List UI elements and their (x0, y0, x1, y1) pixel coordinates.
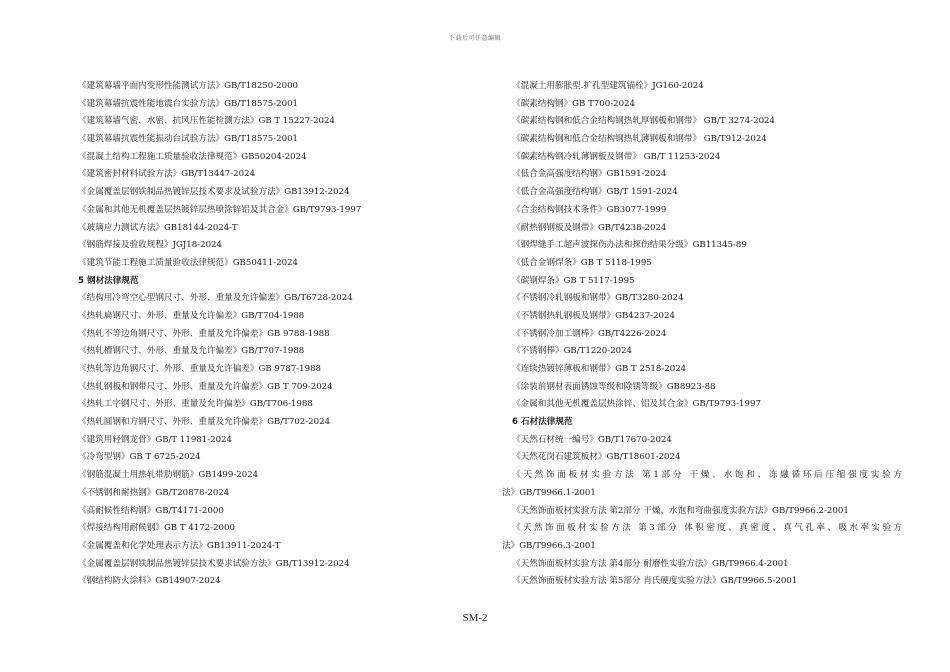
standard-reference-line: 《天然饰面板材实验方法 第4部分 耐磨性实验方法》GB/T9966.4-2001 (512, 558, 789, 569)
standard-reference-line: 《金属和其他无机覆盖层热涂锌、铝及其合金》GB/T9793-1997 (512, 399, 761, 410)
standard-reference-line: 《建筑幕墙气密、水密、抗风压性能检测方法》GB T 15227-2024 (78, 116, 335, 127)
standard-reference-line: 《金属覆盖层钢铁制品热镀锌层技术要求及试验方法》GB13912-2024 (78, 187, 350, 198)
standard-reference-line: 《建筑节能工程施工质量验收法律规范》GB50411-2024 (78, 257, 298, 268)
standard-reference-line: 《玻璃应力测试方法》GB18144-2024-T (78, 222, 238, 233)
standard-reference-line: 《钢结构防火涂料》GB14907-2024 (78, 576, 221, 587)
standard-reference-line: 《不锈钢热轧钢板及钢带》GB4237-2024 (512, 310, 675, 321)
standard-reference-line: 《冷弯型钢》GB T 6725-2024 (78, 452, 201, 463)
standard-reference-line: 《钢筋焊接及验收规程》JGJ18-2024 (78, 240, 222, 251)
standard-reference-line: 《不锈钢冷加工钢棒》GB/T4226-2024 (512, 328, 667, 339)
standard-reference-line: 《建筑幕墙抗震性能振动台试验方法》GB/T18575-2001 (78, 134, 299, 145)
standard-reference-line: 《热轧圆钢和方钢尺寸、外形、重量及允许偏差》GB/T702-2024 (78, 417, 331, 428)
standard-reference-line: 《天然饰面板材实验方法 第3部分 体积密度、真密度、真气孔率、吸水率实验方 (512, 523, 902, 534)
standard-reference-line: 《混凝土用膨胀型.扩孔型建筑锚栓》JG160-2024 (512, 81, 704, 91)
standard-reference-line: 《合金结构钢技术条件》GB3077-1999 (512, 204, 667, 215)
standard-reference-line: 《结构用冷弯空心型钢尺寸、外形、重量及允许偏差》GB/T6728-2024 (78, 293, 353, 304)
standard-reference-line: 《不锈钢和耐热钢》GB/T20878-2024 (78, 487, 230, 498)
standard-reference-line: 《金属覆盖层钢铁制品热镀锌层技术要求试验方法》GB/T13912-2024 (78, 558, 350, 569)
section-heading: 6 石材法律规范 (512, 417, 573, 428)
standard-reference-line: 《碳钢焊条》GB T 5117-1995 (512, 275, 635, 286)
standard-reference-line: 《金属和其他无机覆盖层热镀锌层热喷涂锌铝及其合金》GB/T9793-1997 (78, 204, 362, 215)
standard-reference-line: 《热轧钢板和钢带尺寸、外形、重量及允许偏差》GB T 709-2024 (78, 381, 333, 392)
standard-reference-line: 《金属覆盖和化学处理表示方法》GB13911-2024-T (78, 540, 281, 551)
standard-reference-line: 《混凝土结构工程施工质量验收法律规范》GB50204-2024 (78, 151, 307, 162)
standard-reference-line: 法》GB/T9966.3-2001 (502, 540, 596, 551)
page-header-note: 下载后可任意编辑 (448, 35, 501, 42)
standard-reference-line: 《热轧不等边角钢尺寸、外形、重量及允许偏差》GB 9788-1988 (78, 328, 330, 339)
standard-reference-line: 《不锈钢棒》GB/T1220-2024 (512, 346, 633, 357)
standard-reference-line: 《低合金高强度结构钢》GB/T 1591-2024 (512, 187, 678, 198)
standard-reference-line: 法》GB/T9966.1-2001 (502, 487, 596, 498)
standard-reference-line: 《天然饰面板材实验方法 第1部分 干燥、水饱和、冻融循环后压缩强度实验方 (512, 470, 902, 481)
standard-reference-line: 《低合金高强度结构钢》GB1591-2024 (512, 169, 667, 180)
left-column (78, 78, 480, 591)
standard-reference-line: 《热轧工字钢尺寸、外形、重量及允许偏差》GB/T706-1988 (78, 399, 313, 410)
standard-reference-line: 《钢焊缝手工超声波探伤办法和探伤结果分级》GB11345-89 (512, 240, 747, 251)
standard-reference-line: 《天然饰面板材实验方法 第2部分 干燥、水饱和弯曲强度实验方法》GB/T9966.2-2001 (512, 505, 849, 516)
standard-reference-line: 《不锈钢冷轧钢板和钢带》GB/T3280-2024 (512, 293, 684, 304)
standard-reference-line: 《碳素结构钢冷轧薄钢板及钢带》 GB/T 11253-2024 (512, 151, 721, 162)
standard-reference-line: 《热轧扁钢尺寸、外形、重量及允许偏差》GB/T704-1988 (78, 310, 305, 321)
standard-reference-line: 《涂装前钢材表面锈蚀等级和除锈等级》GB8923-88 (512, 381, 716, 392)
standard-reference-line: 《碳素结构钢》GB T700-2024 (512, 98, 635, 109)
standard-reference-line: 《钢筋混凝土用热轧带肋钢筋》GB1499-2024 (78, 470, 259, 481)
standard-reference-line: 《热轧槽钢尺寸、外形、重量及允许偏差》GB/T707-1988 (78, 346, 305, 357)
standard-reference-line: 《建筑用轻钢龙骨》GB/T 11981-2024 (78, 434, 232, 445)
standard-reference-line: 《天然饰面板材实验方法 第5部分 肖氏硬度实验方法》GB/T9966.5-2001 (512, 576, 798, 587)
standard-reference-line: 《热轧等边角钢尺寸、外形、重量及允许偏差》GB 9787-1988 (78, 364, 322, 374)
standard-reference-line: 《连续热镀锌薄板和钢带》GB T 2518-2024 (512, 364, 687, 374)
standard-reference-line: 《天然石材统一编号》GB/T17670-2024 (512, 434, 672, 445)
standard-reference-line: 《建筑密封材料试验方法》GB/T13447-2024 (78, 169, 256, 180)
standard-reference-line: 《碳素结构钢和低合金结构钢热轧厚钢板和钢带》 GB/T 3274-2024 (512, 116, 775, 127)
standard-reference-line: 《碳素结构钢和低合金结构钢热轧薄钢板和钢带》 GB/T912-2024 (512, 134, 767, 145)
page-number: SM-2 (462, 612, 488, 624)
standard-reference-line: 《耐热钢钢板及钢带》GB/T4238-2024 (512, 222, 667, 233)
right-column (502, 78, 902, 591)
standard-reference-line: 《建筑幕墙平面内变形性能测试方法》GB/T18250-2000 (78, 81, 299, 91)
standard-reference-line: 《低合金钢焊条》GB T 5118-1995 (512, 257, 652, 268)
section-heading: 5 钢材法律规范 (78, 275, 139, 286)
standard-reference-line: 《天然花岗石建筑板材》GB/T18601-2024 (512, 452, 681, 463)
standard-reference-line: 《建筑幕墙抗震性能地震台实验方法》GB/T18575-2001 (78, 98, 299, 109)
standard-reference-line: 《高耐候性结构钢》GB/T4171-2000 (78, 505, 224, 516)
standard-reference-line: 《焊接结构用耐候钢》GB T 4172-2000 (78, 523, 235, 534)
